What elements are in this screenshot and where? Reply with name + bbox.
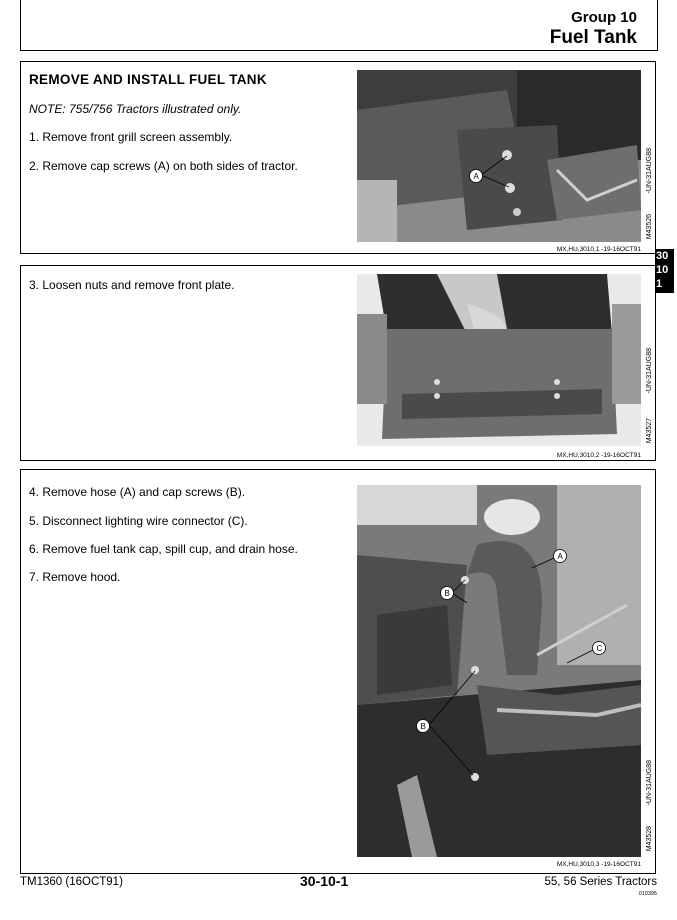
- group-label: Group 10: [571, 9, 637, 26]
- photo-hose-and-wiring: [357, 485, 641, 857]
- step-text: 5. Disconnect lighting wire connector (C).: [29, 514, 248, 528]
- photo-code: -UN-31AUG88: [646, 148, 653, 194]
- callout-label: C: [596, 644, 603, 653]
- step-text: 6. Remove fuel tank cap, spill cup, and drain hose.: [29, 542, 298, 556]
- callout-label: A: [557, 552, 563, 561]
- step-text: 4. Remove hose (A) and cap screws (B).: [29, 485, 246, 499]
- callout-label: B: [444, 589, 450, 598]
- section-tab-line: 30: [656, 250, 669, 262]
- callout-label: A: [473, 172, 479, 181]
- reference-code: MX,HU,3010,1 -19-16OCT91: [556, 246, 641, 253]
- step-text: 7. Remove hood.: [29, 570, 121, 584]
- step-text: 2. Remove cap screws (A) on both sides of tractor.: [29, 159, 298, 173]
- procedure-section-1: [20, 61, 656, 254]
- page-title: Fuel Tank: [549, 27, 637, 48]
- photo-code: -UN-31AUG88: [646, 348, 653, 394]
- photo-code: M43526: [646, 214, 653, 240]
- procedure-section-2: [20, 265, 656, 461]
- step-text: 3. Loosen nuts and remove front plate.: [29, 278, 235, 292]
- footer-page-number: 30-10-1: [300, 873, 349, 889]
- reference-code: MX,HU,3010,2 -19-16OCT91: [556, 452, 641, 459]
- reference-code: MX,HU,3010,3 -19-16OCT91: [556, 861, 641, 868]
- section-tab-line: 1: [656, 278, 663, 290]
- section-tab: [655, 249, 674, 293]
- photo-fuel-tank-cap-screws: [357, 70, 641, 242]
- photo-front-plate: [357, 274, 641, 446]
- section-title: REMOVE AND INSTALL FUEL TANK: [29, 72, 267, 87]
- photo-code: -UN-31AUG88: [646, 760, 653, 806]
- note-text: NOTE: 755/756 Tractors illustrated only.: [29, 102, 242, 116]
- footer-manual-id: TM1360 (16OCT91): [20, 876, 123, 888]
- step-text: 1. Remove front grill screen assembly.: [29, 130, 233, 144]
- page-header: [20, 0, 658, 51]
- procedure-section-3: [20, 469, 656, 874]
- photo-code: M43528: [646, 826, 653, 852]
- footer-code: 010395: [638, 891, 657, 897]
- photo-code: M43527: [646, 418, 653, 444]
- callout-label: B: [420, 722, 426, 731]
- footer-series: 55, 56 Series Tractors: [544, 876, 657, 888]
- section-tab-line: 10: [656, 264, 669, 276]
